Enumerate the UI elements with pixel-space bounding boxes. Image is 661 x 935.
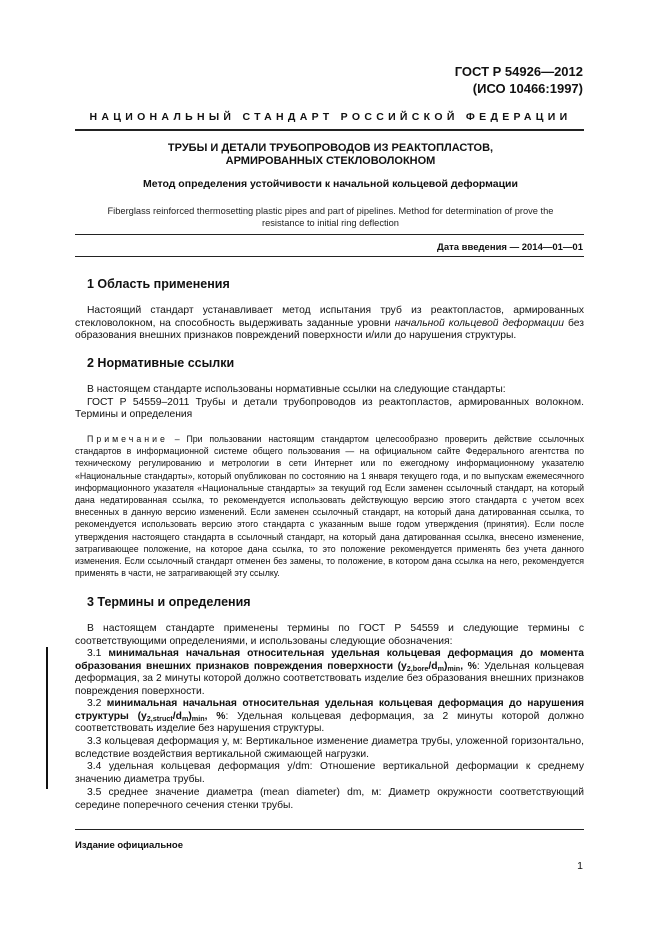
section-1-italic-term: начальной кольцевой деформации bbox=[394, 317, 564, 329]
term-3-2-number: 3.2 bbox=[87, 698, 107, 709]
term-3-2-sub-min: min bbox=[191, 713, 205, 723]
section-2-heading: 2 Нормативные ссылки bbox=[87, 356, 235, 370]
term-3-1-number: 3.1 bbox=[87, 648, 109, 659]
term-3-1 bbox=[75, 648, 584, 698]
title-rule bbox=[75, 234, 584, 235]
normative-reference: ГОСТ Р 54559–2011 Трубы и детали трубопроводов из реактопластов, армированных волокном. Термины и определения bbox=[75, 396, 584, 420]
english-title bbox=[60, 205, 601, 229]
term-3-1-unit: , % bbox=[460, 660, 477, 672]
header-rule bbox=[75, 129, 584, 131]
term-3-2-definition: : Удельная кольцевая деформация, за 2 минуты которой должно соответствовать изделие без нарушения структуры. bbox=[75, 710, 584, 734]
term-3-2-unit: , % bbox=[204, 710, 226, 722]
page-number: 1 bbox=[577, 860, 583, 872]
change-bar bbox=[46, 647, 48, 789]
english-title-line-2: resistance to initial ring deflection bbox=[262, 218, 399, 228]
note-label: Примечание bbox=[87, 434, 168, 444]
term-3-2-sub-m: m bbox=[181, 713, 189, 723]
term-3-1-definition: : Удельная кольцевая деформация, за 2 минуты которой должно соответствовать изделие без образования внешних признаков повреждения поверхности. bbox=[75, 660, 584, 697]
standard-designation bbox=[455, 63, 583, 97]
section-3-intro: В настоящем стандарте применены термины по ГОСТ Р 54559 и следующие термины с соответствующими определениями, и использованы следующие обозначения: bbox=[75, 623, 584, 647]
note-text: – При пользовании настоящим стандартом целесообразно проверить действие ссылочных стандартов в информационной системе общего пользования — на официальном сайте Федерального агентства по техническому регулированию и метрологии в сети Интернет или по ежегодному информационному указателю «Национальные стандарты», который опубликован по состоянию на 1 января текущего года, и по выпускам ежемесячного информационного указателя «Национальные стандарты» за текущий год Если заменен ссылочный стандарт, на который дана недатированная ссылка, то рекомендуется использовать действующую версию этого стандарта с учетом всех внесенных в данную версию изменений. Если заменен ссылочный стандарт, на который дана датированная ссылка, то рекомендуется использовать версию этого стандарта с указанным выше годом утверждения (принятия). Если после утверждения настоящего стандарта в ссылочный стандарт, на который дана датированная ссылка, внесено изменение, затрагивающее положение, на которое дана ссылка, то это положение рекомендуется применять без учета данного изменения. Если ссылочный стандарт отменен без замены, то положение, в котором дана ссылка на него, рекомендуется применять в части, не затрагивающей эту ссылку. bbox=[75, 434, 584, 579]
national-standard-heading: НАЦИОНАЛЬНЫЙ СТАНДАРТ РОССИЙСКОЙ ФЕДЕРАЦИИ bbox=[89, 111, 572, 123]
introduction-date: Дата введения — 2014—01—01 bbox=[437, 242, 583, 253]
term-3-3: 3.3 кольцевая деформация y, м: Вертикальное изменение диаметра трубы, уложенной горизонтально, вследствие воздействия вертикальной сжимающей нагрузки. bbox=[75, 736, 584, 760]
note-paragraph bbox=[75, 433, 584, 579]
footer-rule bbox=[75, 829, 584, 830]
term-3-1-sub-min: min bbox=[447, 663, 461, 673]
term-3-2-mid: /d bbox=[172, 710, 182, 722]
title-line-1: ТРУБЫ И ДЕТАЛИ ТРУБОПРОВОДОВ ИЗ РЕАКТОПЛАСТОВ, bbox=[167, 142, 494, 154]
term-3-1-end: ) bbox=[443, 660, 448, 672]
term-3-1-term: минимальная начальная относительная удельная кольцевая деформация до момента образования внешних признаков повреждения поверхности (y bbox=[75, 648, 584, 672]
section-1-text bbox=[75, 305, 584, 343]
document-title bbox=[60, 142, 601, 168]
term-3-4: 3.4 удельная кольцевая деформация y/dm: Отношение вертикальной деформации к среднему значению диаметра трубы. bbox=[75, 761, 584, 785]
document-subtitle: Метод определения устойчивости к начальной кольцевой деформации bbox=[143, 178, 518, 190]
iso-number: (ИСО 10466:1997) bbox=[472, 81, 583, 96]
english-title-line-1: Fiberglass reinforced thermosetting plastic pipes and part of pipelines. Method for determination of prove the bbox=[107, 206, 554, 216]
section-1-text-a: Настоящий стандарт устанавливает метод испытания труб из реактопластов, армированных стекловолокном, на способность выдерживать заданные уровни bbox=[75, 305, 584, 329]
term-3-5: 3.5 среднее значение диаметра (mean diameter) dm, м: Диаметр окружности соответствующий середине поперечного сечения стенки трубы. bbox=[75, 787, 584, 811]
standard-number: ГОСТ Р 54926—2012 bbox=[454, 64, 583, 79]
section-1-heading: 1 Область применения bbox=[87, 277, 230, 291]
term-3-2-term: минимальная начальная относительная удельная кольцевая деформация до нарушения структуры (y bbox=[75, 698, 584, 722]
term-3-1-mid: /d bbox=[428, 660, 438, 672]
section-1-text-b: без образования внешних признаков повреждений поверхности и/или до нарушения структуры. bbox=[75, 317, 584, 341]
date-rule bbox=[75, 256, 584, 257]
term-3-2-end: ) bbox=[188, 710, 192, 722]
title-line-2: АРМИРОВАННЫХ СТЕКЛОВОЛОКНОМ bbox=[225, 155, 436, 167]
term-3-2 bbox=[75, 698, 584, 736]
section-2-intro: В настоящем стандарте использованы нормативные ссылки на следующие стандарты: bbox=[87, 384, 506, 395]
official-edition: Издание официальное bbox=[75, 840, 183, 851]
term-3-1-sub-m: m bbox=[437, 663, 444, 673]
term-3-1-sub-bore: 2,bore bbox=[406, 663, 429, 673]
term-3-2-sub-struct: 2,struct bbox=[146, 713, 173, 723]
section-3-heading: 3 Термины и определения bbox=[87, 595, 251, 609]
